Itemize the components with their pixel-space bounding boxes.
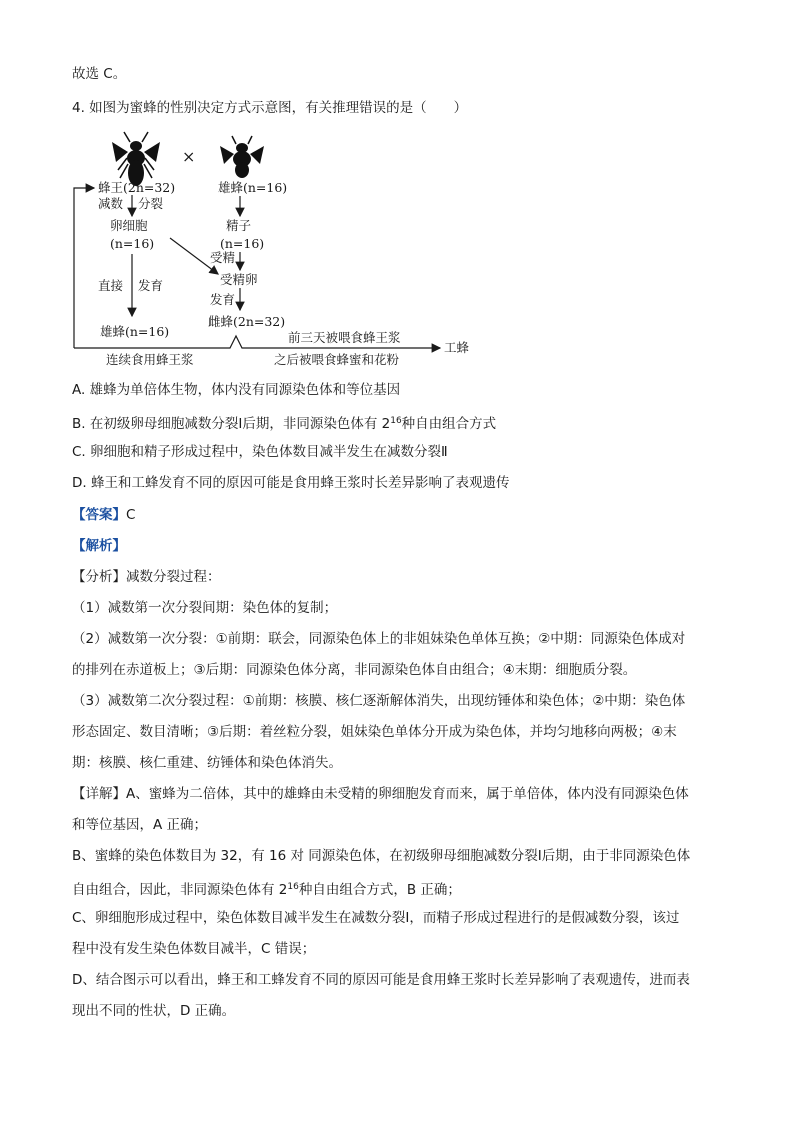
bee-sex-determination-diagram <box>60 128 490 378</box>
male-offspring-label: 雄蜂(n=16) <box>100 324 170 339</box>
detail-d1: D、结合图示可以看出，蜂王和工蜂发育不同的原因可能是食用蜂王浆时长差异影响了表观遗传，进而表 <box>72 972 690 988</box>
analysis-p3b: 形态固定、数目清晰；③后期：着丝粒分裂，姐妹染色单体分开成为染色体，并均匀地移向两极；④末 <box>72 724 677 740</box>
male-parent-label: 雄蜂(n=16) <box>218 180 288 195</box>
detail-d2: 现出不同的性状，D 正确。 <box>72 1003 236 1019</box>
direct-label: 直接 <box>98 278 124 293</box>
answer-value: C <box>126 507 136 523</box>
detail-c1: C、卵细胞形成过程中，染色体数目减半发生在减数分裂Ⅰ，而精子形成过程进行的是假减数分裂，该过 <box>72 910 680 926</box>
detail-a2: 和等位基因，A 正确； <box>72 817 208 833</box>
detail-a1-text: A、蜜蜂为二倍体，其中的雄蜂由未受精的卵细胞发育而来，属于单倍体，体内没有同源染色体 <box>126 786 689 802</box>
option-a: A. 雄蜂为单倍体生物，体内没有同源染色体和等位基因 <box>72 382 401 398</box>
option-b-exponent: 16 <box>390 416 402 426</box>
detail-b2 <box>72 877 461 900</box>
analysis-tag: 【解析】 <box>72 538 126 554</box>
analysis-p2b: 的排列在赤道板上；③后期：同源染色体分离，非同源染色体自由组合；④末期：细胞质分裂。 <box>72 662 637 678</box>
zygote-label: 受精卵 <box>220 272 258 287</box>
answer-line <box>72 505 135 525</box>
royal-jelly-label: 连续食用蜂王浆 <box>106 352 194 367</box>
option-c: C. 卵细胞和精子形成过程中，染色体数目减半发生在减数分裂Ⅱ <box>72 444 448 460</box>
answer-tag: 【答案】 <box>72 507 126 523</box>
analysis-header <box>72 536 126 556</box>
egg-label: 卵细胞 <box>110 218 148 233</box>
female-label: 雌蜂(2n=32) <box>208 314 286 329</box>
previous-answer: 故选 C。 <box>72 66 127 82</box>
honey-pollen-label: 之后被喂食蜂蜜和花粉 <box>274 352 400 367</box>
analysis-p1: （1）减数第一次分裂间期：染色体的复制； <box>72 600 338 616</box>
detail-a1 <box>72 784 689 804</box>
fertilization-label: 受精 <box>210 250 236 265</box>
meiosis-label-2: 分裂 <box>138 196 164 211</box>
fenxi-tag: 【分析】 <box>72 569 126 585</box>
option-b-text: B. 在初级卵母细胞减数分裂Ⅰ后期，非同源染色体有 2 <box>72 416 391 432</box>
worker-label: 工蜂 <box>444 340 470 355</box>
detail-b1: B、蜜蜂的染色体数目为 32，有 16 对 同源染色体，在初级卵母细胞减数分裂Ⅰ后期，由于非同源染色体 <box>72 848 691 864</box>
cross-symbol: × <box>182 147 196 166</box>
meiosis-label-1: 减数 <box>98 196 124 211</box>
analysis-p2a: （2）减数第一次分裂：①前期：联会，同源染色体上的非姐妹染色单体互换；②中期：同源染色体成对 <box>72 631 686 647</box>
develop-label-2: 发育 <box>210 292 236 307</box>
queen-bee-icon <box>112 132 160 186</box>
detail-b2-text: 自由组合，因此，非同源染色体有 2 <box>72 882 288 898</box>
detail-c2: 程中没有发生染色体数目减半，C 错误； <box>72 941 316 957</box>
detail-b2-text-end: 种自由组合方式，B 正确； <box>298 882 461 898</box>
diagram-svg <box>60 128 490 378</box>
option-b <box>72 411 496 434</box>
sperm-n-label: (n=16) <box>220 236 265 251</box>
question-title: 4. 如图为蜜蜂的性别决定方式示意图，有关推理错误的是（ ） <box>72 100 468 116</box>
first-three-days-label: 前三天被喂食蜂王浆 <box>288 330 401 345</box>
fenxi-text: 减数分裂过程： <box>126 569 221 585</box>
egg-n-label: (n=16) <box>110 236 155 251</box>
option-d: D. 蜂王和工蜂发育不同的原因可能是食用蜂王浆时长差异影响了表观遗传 <box>72 475 510 491</box>
analysis-p3c: 期：核膜、核仁重建、纺锤体和染色体消失。 <box>72 755 342 771</box>
option-b-text-end: 种自由组合方式 <box>401 416 497 432</box>
detail-b2-exponent: 16 <box>287 882 299 892</box>
drone-bee-icon <box>220 136 264 178</box>
detail-tag: 【详解】 <box>72 786 126 802</box>
analysis-p3a: （3）减数第二次分裂过程：①前期：核膜、核仁逐渐解体消失，出现纺锤体和染色体；②中期：染色体 <box>72 693 686 709</box>
queen-label: 蜂王(2n=32) <box>98 180 176 195</box>
fenxi-line <box>72 567 221 587</box>
sperm-label: 精子 <box>226 218 252 233</box>
feedback-arrow <box>74 188 94 348</box>
develop-label-1: 发育 <box>138 278 164 293</box>
